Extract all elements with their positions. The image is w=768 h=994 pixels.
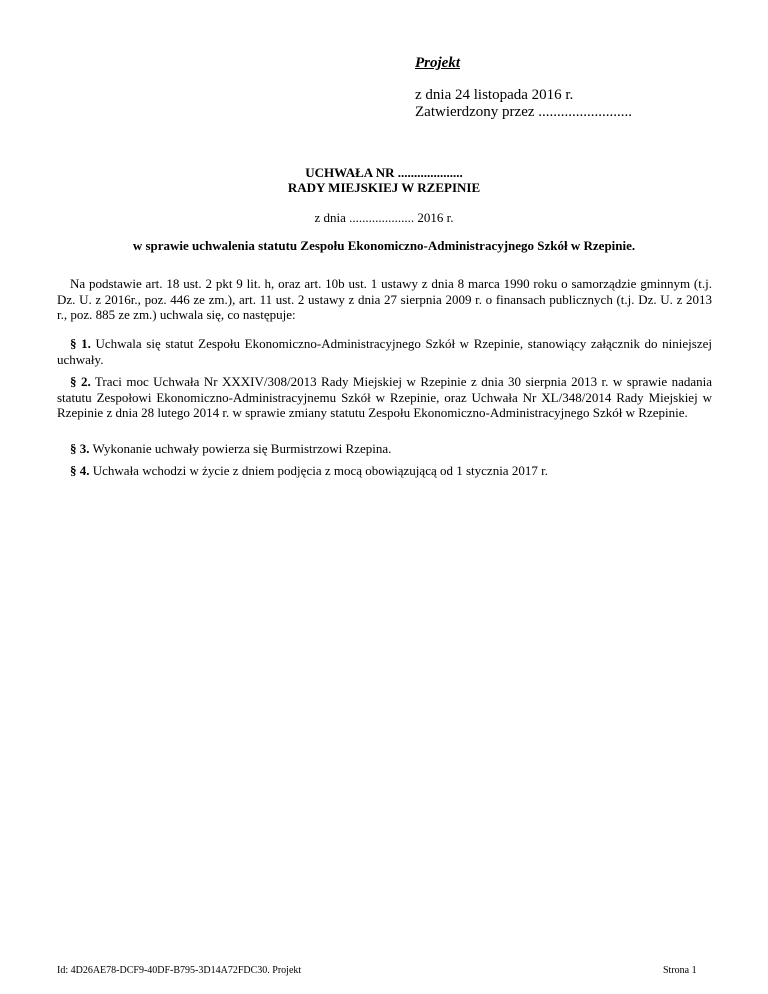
council-name: RADY MIEJSKIEJ W RZEPINIE	[287, 180, 481, 195]
document-header	[415, 55, 632, 121]
projekt-label: Projekt	[415, 55, 460, 71]
legal-basis	[57, 276, 712, 323]
footer-document-id: Id: 4D26AE78-DCF9-40DF-B795-3D14A72FDC30. Projekt	[57, 965, 302, 976]
paragraph-1	[57, 336, 712, 367]
paragraph-number: § 2.	[70, 374, 91, 389]
paragraph-text: Traci moc Uchwała Nr XXXIV/308/2013 Rady Miejskiej w Rzepinie z dnia 30 sierpnia 2013 r. w sprawie nadania statutu Zespołowi Ekonomiczno-Administracyjnemu Szkół w Rzepinie, oraz Uchwała Nr XL/348/2014 Rady Miejskiej w Rzepinie z dnia 28 lutego 2014 r. w sprawie zmiany statutu Zespołu Ekonomiczno-Administracyjnego Szkół w Rzepinie.	[57, 374, 712, 420]
paragraph-number: § 4.	[70, 463, 90, 478]
paragraph-3	[57, 441, 712, 457]
legal-basis-text: Na podstawie art. 18 ust. 2 pkt 9 lit. h, oraz art. 10b ust. 1 ustawy z dnia 8 marca 1990 roku o samorządzie gminnym (t.j. Dz. U. z 2016r., poz. 446 ze zm.), art. 11 ust. 2 ustawy z dnia 27 sierpnia 2009 r. o finansach publicznych (t.j. Dz. U. z 2013 r., poz. 885 ze zm.) uchwala się, co następuje:	[57, 276, 712, 322]
header-approved: Zatwierdzony przez .........................	[415, 104, 633, 120]
paragraph-text: Uchwała wchodzi w życie z dniem podjęcia z mocą obowiązującą od 1 stycznia 2017 r.	[89, 463, 548, 478]
resolution-number: UCHWAŁA NR ....................	[305, 165, 463, 180]
paragraph-number: § 1.	[70, 336, 91, 351]
resolution-date: z dnia .................... 2016 r.	[314, 210, 454, 225]
footer-page-number: Strona 1	[663, 965, 697, 976]
paragraph-text: Uchwala się statut Zespołu Ekonomiczno-Administracyjnego Szkół w Rzepinie, stanowiący załącznik do niniejszej uchwały.	[57, 336, 712, 367]
paragraph-2	[57, 374, 712, 421]
paragraph-text: Wykonanie uchwały powierza się Burmistrzowi Rzepina.	[89, 441, 392, 456]
paragraph-number: § 3.	[70, 441, 90, 456]
paragraph-4	[57, 463, 712, 479]
resolution-subject: w sprawie uchwalenia statutu Zespołu Ekonomiczno-Administracyjnego Szkół w Rzepinie.	[132, 238, 636, 253]
header-date: z dnia 24 listopada 2016 r.	[415, 87, 574, 103]
